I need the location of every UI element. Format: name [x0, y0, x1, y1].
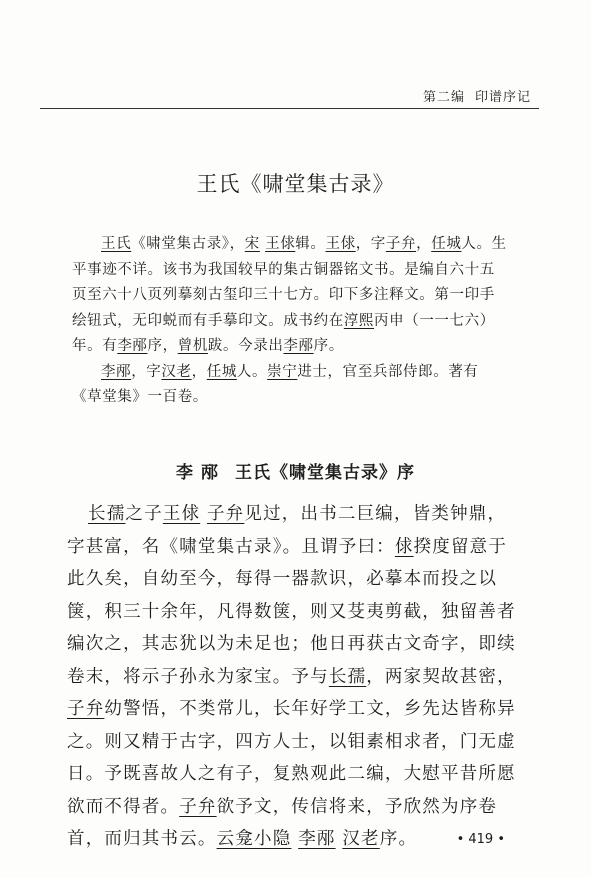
underlined-name: 长孺	[328, 666, 367, 687]
underlined-name: 长孺	[88, 504, 126, 524]
header-part: 第二编	[422, 90, 465, 105]
text-segment: 见过，出书二巨编，皆类钟鼎，字甚富，名《啸堂集古录》。且谓予曰：	[67, 504, 507, 557]
text-segment: 欲予文，传信将来，予欣然为序卷首，而归其书云。	[67, 796, 498, 849]
text-segment: 之子	[125, 504, 163, 524]
underlined-name: 李邴	[101, 363, 132, 380]
underlined-name: 汉老	[342, 829, 380, 849]
preface-text	[67, 498, 521, 856]
intro-paragraph-2	[72, 360, 508, 411]
underlined-name: 汉老	[161, 363, 192, 380]
header-section: 印谱序记	[474, 90, 531, 105]
underlined-name: 子弁	[206, 504, 245, 524]
preface-heading	[0, 458, 591, 483]
underlined-name: 王俅	[325, 236, 356, 252]
underlined-name: 宋	[244, 236, 260, 252]
intro-text	[72, 232, 508, 411]
underlined-name: 曾机	[177, 338, 208, 354]
text-segment: 揆度留意于此久矣，自幼至今，每得一器款识，必摹本而投之以箧，积三十余年，凡得数箧，则又芟夷剪截，独留善者编次之，其志犹以为未足也；他日再获古文奇字，即续卷末，将示子孙永为家宝。予与	[67, 536, 516, 687]
underlined-name: 俅	[394, 536, 414, 557]
text-segment: ，	[191, 363, 207, 380]
text-segment: 人。生平事迹不详。该书为我国较早的集古铜器铭文书。是编自六十五页至六十八页列摹刻古玺印三十七方。印下多注释文。第一印手绘钮式，无印蜕而有手摹印文。成书约在	[72, 236, 507, 329]
text-segment: ，字	[131, 363, 162, 380]
underlined-name: 王俅	[162, 504, 201, 524]
underlined-name: 李邴	[298, 829, 336, 849]
underlined-name: 任城	[206, 363, 237, 380]
underlined-name: 子弁	[385, 236, 417, 252]
underlined-name: 李邴	[117, 338, 148, 354]
text-segment: 丙申（一一七六）年。有	[72, 312, 495, 354]
text-segment: ，字	[355, 236, 386, 252]
preface-paragraph	[67, 498, 521, 856]
underlined-name: 子弁	[179, 796, 217, 817]
text-segment: 人。	[236, 363, 268, 380]
running-header	[40, 84, 539, 109]
page-number: • 419 •	[456, 832, 505, 847]
underlined-name: 任城	[431, 236, 462, 252]
text-segment: ，两家契故甚密，	[366, 666, 516, 687]
text-segment: 序。	[379, 829, 418, 849]
underlined-name: 王俅	[265, 236, 296, 252]
text-segment: 辑。	[295, 236, 326, 252]
running-header-text	[423, 86, 531, 105]
intro-paragraph-1	[72, 232, 508, 360]
text-segment: 进士，官至兵部侍郎。著有《草堂集》一百卷。	[72, 363, 479, 405]
underlined-name: 云龛小隐	[216, 829, 292, 849]
text-segment: ，	[416, 236, 432, 252]
text-segment: 跋。今录出	[207, 338, 284, 354]
text-segment: 幼警悟，不类常儿，长年好学工文，乡先达皆称异之。则又精于古字，四方人士，以钼素相求者，门无虚日。予既喜故人之有子，复熟观此二编，大慰平昔所愿欲而不得者。	[67, 699, 516, 817]
underlined-name: 淳熙	[343, 312, 375, 329]
underlined-name: 崇宁	[267, 363, 298, 380]
text-segment: 《啸堂集古录》，	[131, 236, 245, 252]
text-segment: 序，	[147, 338, 178, 354]
preface-author: 李 邴	[176, 463, 219, 483]
text-segment: 序。	[313, 338, 344, 354]
underlined-name: 子弁	[67, 699, 105, 719]
underlined-name: 李邴	[283, 338, 314, 354]
chapter-title: 王氏《啸堂集古录》	[196, 172, 395, 196]
preface-work-title: 王氏《啸堂集古录》序	[234, 463, 415, 483]
text-segment	[200, 504, 207, 524]
underlined-name: 王氏	[101, 236, 132, 252]
